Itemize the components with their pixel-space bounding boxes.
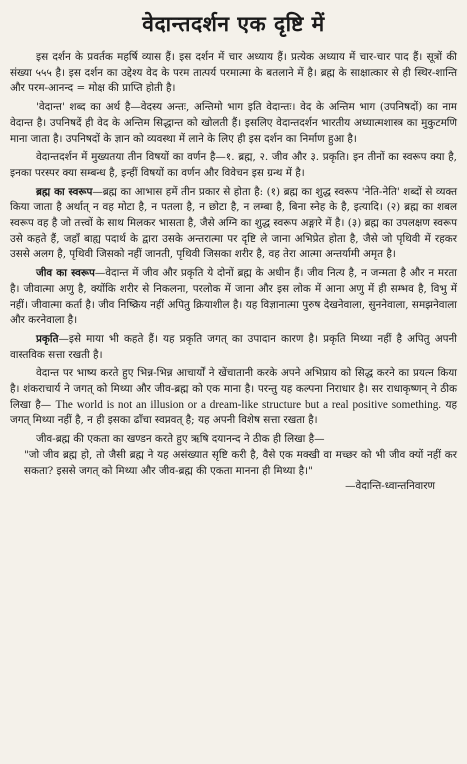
- paragraph-jiva: [10, 266, 457, 329]
- paragraph-brahma: [10, 185, 457, 264]
- page-title: वेदान्तदर्शन एक दृष्टि में: [142, 11, 325, 36]
- english-quote: The world is not an illusion or a dream-like structure but a real positive something.: [55, 398, 442, 411]
- paragraph-commentators: [10, 366, 457, 429]
- paragraph-dayanand: जीव-ब्रह्म की एकता का खण्डन करते हुए ऋषि दयानन्द ने ठीक ही लिखा है—: [36, 433, 325, 446]
- quote-source: —वेदान्ति-ध्वान्तनिवारण: [345, 480, 435, 493]
- text-prakriti: —इसे माया भी कहते हैं। यह प्रकृति जगत् का उपादान कारण है। प्रकृति मिथ्या नहीं है अपितु अपनी वास्तविक सत्ता रखती है।: [10, 332, 457, 361]
- paragraph-subjects: वेदान्तदर्शन में मुख्यतया तीन विषयों का वर्णन है—१. ब्रह्म, २. जीव और ३. प्रकृति। इन तीनों का स्वरूप क्या है, इनका परस्पर क्या सम्बन्ध है, इन्हीं विषयों का वर्णन और विवेचन इस ग्रन्थ में है।: [10, 151, 457, 179]
- heading-prakriti: प्रकृति: [36, 332, 59, 345]
- heading-brahma: ब्रह्म का स्वरूप: [36, 185, 93, 198]
- text-jiva: —वेदान्त में जीव और प्रकृति ये दोनों ब्रह्म के अधीन हैं। जीव नित्य है, न जन्मता है और न मरता है। जीवात्मा अणु है, क्योंकि शरीर से निकलना, परलोक में जाना और इस लोक में आना अणु में ही सम्भव है, विभु में नहीं। जीवात्मा कर्ता है। जीव निष्क्रिय नहीं अपितु क्रियाशील है। यह विज्ञानात्मा पुरुष देखनेवाला, सुननेवाला, समझनेवाला और करनेवाला है।: [10, 267, 457, 327]
- paragraph-author: इस दर्शन के प्रवर्तक महर्षि व्यास हैं। इस दर्शन में चार अध्याय हैं। प्रत्येक अध्याय में चार-चार पाद हैं। सूत्रों की संख्या ५५५ है। इस दर्शन का उद्देश्य वेद के परम तात्पर्य परमात्मा के बतलाने में है। ब्रह्म के साक्षात्कार से ही स्थिर-शान्ति और परम-आनन्द = मोक्ष की प्राप्ति होती है।: [10, 51, 457, 95]
- paragraph-prakriti: [10, 332, 457, 363]
- text-brahma: —ब्रह्म का आभास हमें तीन प्रकार से होता है: (१) ब्रह्म का शुद्ध स्वरूप 'नेति-नेति' शब्दों से व्यक्त किया जाता है अर्थात् न वह मोटा है, न पतला है, न छोटा है, न लम्बा है, बिना स्नेह के है, इत्यादि। (२) ब्रह्म का शबल स्वरूप वह है जो तत्त्वों के साथ मिलकर भासता है, जैसे अग्नि का शुद्ध स्वरूप अङ्गारे में है। (३) ब्रह्म का उपलक्षण स्वरूप उसे कहते हैं, जहाँ बाह्य पदार्थ के द्वारा उसके अन्तरात्मा पर दृष्टि ले जाना अभिप्रेत होता है, जैसे जो पृथिवी में रहकर उससे अलग है, पृथिवी जिसको नहीं जानती, पृथिवी जिसका शरीर है, वह तेरा आत्मा अन्तर्यामी अमृत है।: [10, 185, 457, 261]
- heading-jiva: जीव का स्वरूप: [36, 267, 95, 280]
- dayanand-quote: "जो जीव ब्रह्म हो, तो जैसी ब्रह्म ने यह असंख्यात सृष्टि करी है, वैसे एक मक्खी वा मच्छर को भी जीव क्यों नहीं कर सकता? इससे जगत् को मिथ्या और जीव-ब्रह्म की एकता मानना ही मिथ्या है।": [24, 448, 457, 477]
- text-commentators: वेदान्त पर भाष्य करते हुए भिन्न-भिन्न आचार्यों ने खेंचातानी करके अपने अभिप्राय को सिद्ध करने का प्रयत्न किया है। शंकराचार्य ने जगत् को मिथ्या और जीव-ब्रह्म को एक माना है। परन्तु यह कल्पना निराधार है। सर राधाकृष्णन् ने ठीक लिखा है—: [10, 367, 457, 411]
- text-commentators-hindi: यह जगत् मिथ्या नहीं है, न ही इसका ढाँचा स्वप्नवत् है; यह अपनी विशेष सत्ता रखता है।: [10, 398, 457, 427]
- paragraph-meaning: 'वेदान्त' शब्द का अर्थ है—वेदस्य अन्तः, अन्तिमो भाग इति वेदान्तः। वेद के अन्तिम भाग (उपनिषदों) का नाम वेदान्त है। उपनिषदें ही वेद के अन्तिम सिद्धान्त को खोलती हैं। इसलिए वेदान्तदर्शन भारतीय अध्यात्मशास्त्र का मुकुटमणि माना जाता है। उपनिषदों के ज्ञान को व्यवस्था में लाने के लिए ही इस दर्शन का निर्माण हुआ है।: [10, 101, 457, 145]
